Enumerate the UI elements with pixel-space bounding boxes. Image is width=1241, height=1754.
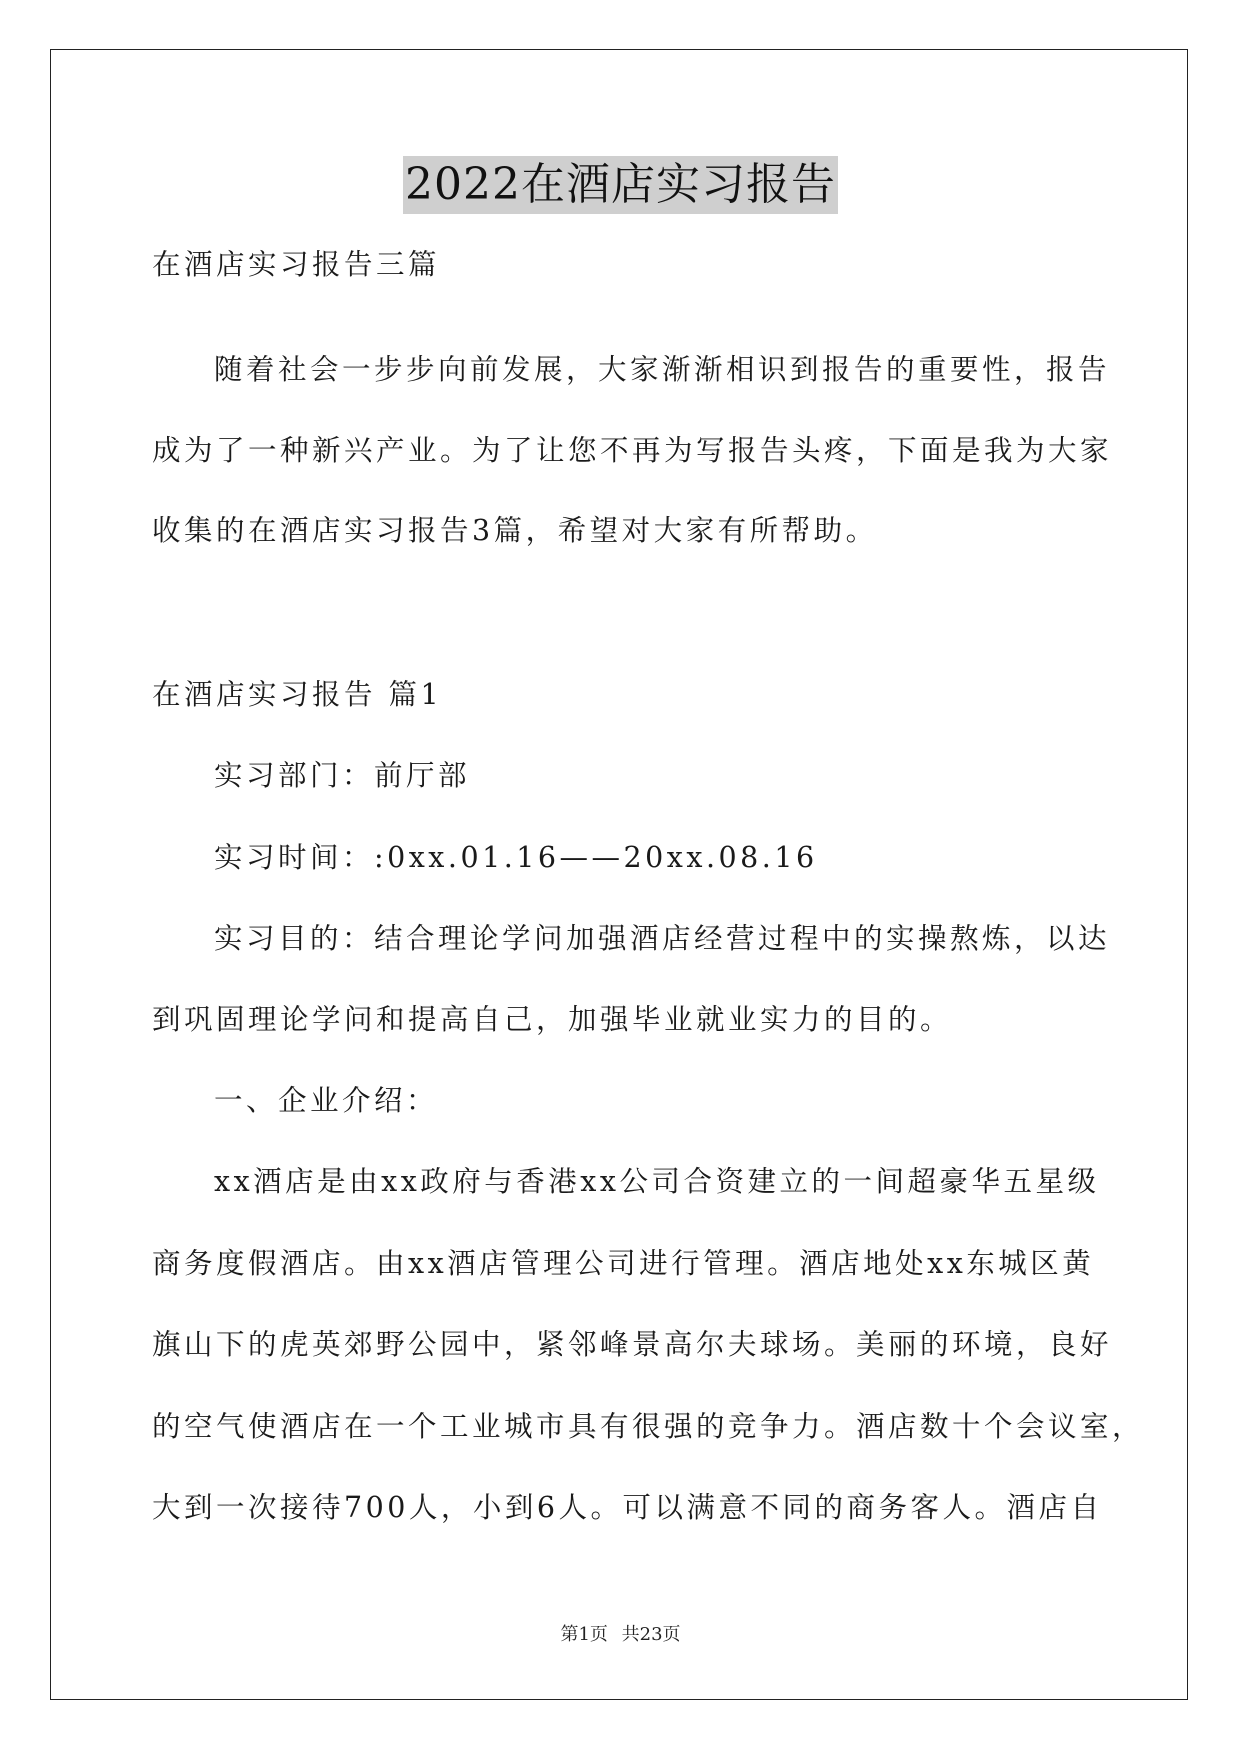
paragraph-line: 随着社会一步步向前发展，大家渐渐相识到报告的重要性，报告: [214, 353, 1111, 386]
page-total: 共23页: [621, 1624, 681, 1645]
paragraph-line: 到巩固理论学问和提高自己，加强毕业就业实力的目的。: [152, 1003, 953, 1036]
page-number: 第1页: [560, 1624, 608, 1645]
paragraph-line: xx酒店是由xx政府与香港xx公司合资建立的一间超豪华五星级: [214, 1165, 1100, 1198]
paragraph-line: 实习目的：结合理论学问加强酒店经营过程中的实操熬炼，以达: [214, 922, 1111, 955]
paragraph-line: 实习部门：前厅部: [214, 759, 471, 792]
document-title: 2022在酒店实习报告: [403, 156, 838, 214]
paragraph-line: 一、企业介绍：: [214, 1084, 439, 1117]
section-heading: 在酒店实习报告 篇1: [152, 678, 443, 711]
title-container: [0, 156, 1241, 214]
page-footer: [0, 1620, 1241, 1646]
paragraph-line: 的空气使酒店在一个工业城市具有很强的竞争力。酒店数十个会议室，: [152, 1410, 1145, 1443]
paragraph-line: 实习时间：:0xx.01.16——20xx.08.16: [214, 841, 818, 874]
paragraph-line: 收集的在酒店实习报告3篇，希望对大家有所帮助。: [152, 514, 878, 547]
subtitle-line: 在酒店实习报告三篇: [152, 248, 441, 281]
paragraph-line: 成为了一种新兴产业。为了让您不再为写报告头疼，下面是我为大家: [152, 434, 1113, 467]
paragraph-line: 旗山下的虎英郊野公园中，紧邻峰景高尔夫球场。美丽的环境，良好: [152, 1328, 1113, 1361]
paragraph-line: 大到一次接待700人，小到6人。可以满意不同的商务客人。酒店自: [152, 1491, 1103, 1524]
paragraph-line: 商务度假酒店。由xx酒店管理公司进行管理。酒店地处xx东城区黄: [152, 1247, 1095, 1280]
